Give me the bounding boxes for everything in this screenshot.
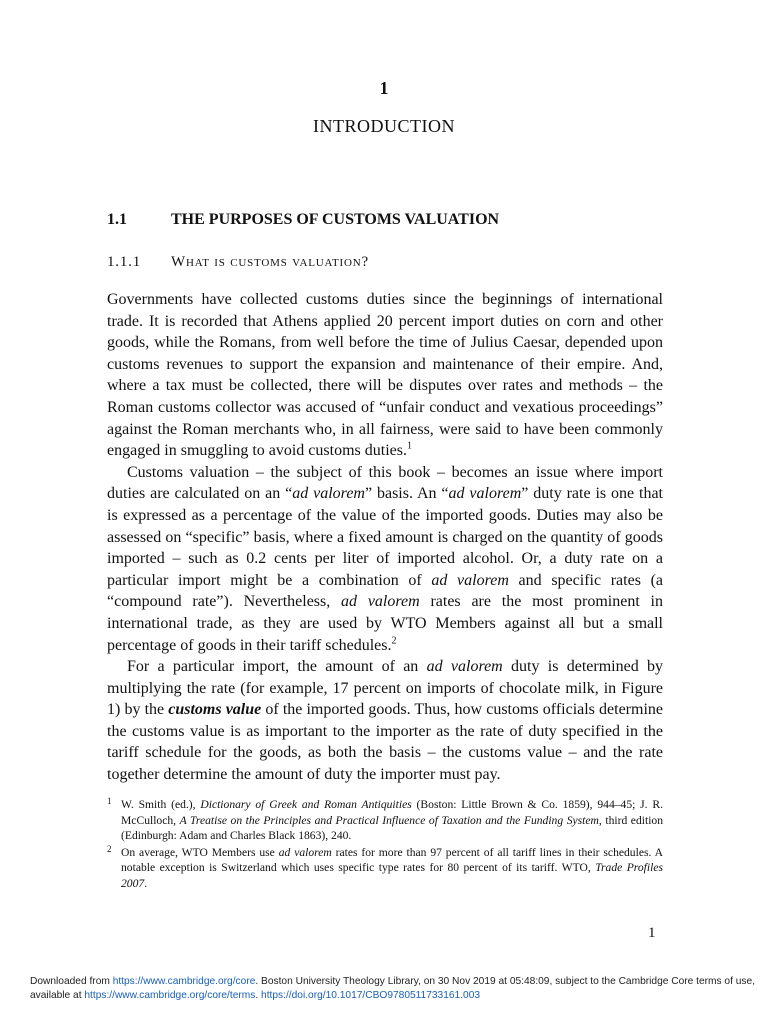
emphasis: ad valorem [431, 571, 509, 589]
text-run: W. Smith (ed.), [121, 798, 201, 811]
footnote-mark: 2 [107, 843, 112, 854]
download-notice [30, 975, 760, 1003]
citation-title: Trade Profiles 2007 [121, 861, 663, 890]
text-run: , third edition (Edinburgh: Adam and Charles Black 1863), 240. [121, 813, 664, 843]
emphasis: ad valorem [341, 593, 420, 611]
emphasis: ad valorem [426, 658, 503, 676]
text-run: . Boston University Theology Library, on 30 Nov 2019 at 05:48:09, subject to the Cambridge Core terms of use, available at [30, 976, 756, 1001]
section-title: THE PURPOSES OF CUSTOMS VALUATION [171, 211, 500, 228]
text-run: ” basis. An “ [364, 485, 449, 503]
chapter-number: 1 [379, 78, 389, 98]
paragraph-3 [107, 656, 663, 786]
text-run: . [255, 990, 262, 1001]
section-number: 1.1 [107, 211, 127, 228]
emphasis: ad valorem [292, 485, 365, 503]
footnote-ref-2[interactable]: 2 [391, 635, 397, 647]
footnote-2 [107, 845, 663, 892]
text-run: For a particular import, the amount of an [127, 658, 427, 676]
citation-title: A Treatise on the Principles and Practical Influence of Taxation and the Funding System [179, 813, 599, 827]
key-term: customs value [168, 701, 262, 719]
footnotes [107, 797, 663, 893]
text-run: Customs valuation – the subject of this book – becomes an issue where import duties are calculated on an “ [107, 463, 663, 503]
subsection-heading [107, 254, 369, 271]
text-run: duty is determined by multiplying the rate (for example, 17 percent on imports of chocolate milk, in Figure 1) by the [107, 658, 664, 719]
text-run: rates are the most prominent in international trade, as they are used by WTO Members against all but a small percentage of goods in their tariff schedules. [107, 593, 663, 654]
paragraph-2 [107, 462, 663, 656]
doi-link[interactable]: https://doi.org/10.1017/CBO9780511733161.003 [261, 990, 481, 1001]
footnote-mark: 1 [107, 796, 112, 806]
page-number: 1 [648, 925, 656, 941]
subsection-number: 1.1.1 [107, 254, 141, 270]
terms-link[interactable]: https://www.cambridge.org/core/terms [84, 990, 256, 1001]
text-run: and specific rates (a “compound rate”). Nevertheless, [107, 571, 664, 611]
text-run: of the imported goods. Thus, how customs officials determine the customs value is as important to the importer as the rate of duty specified in the tariff schedule for the goods, as both the basis – the customs value – and the rate together determine the amount of duty the importer must pay. [107, 701, 664, 784]
text-run: Downloaded from [30, 976, 113, 987]
footnote-1 [107, 797, 663, 844]
text-run: On average, WTO Members use [121, 845, 279, 859]
emphasis: ad valorem [278, 845, 332, 859]
text-run: (Boston: Little Brown & Co. 1859), 944–45; J. R. McCulloch, [121, 798, 663, 827]
text-run: . [144, 876, 148, 890]
emphasis: ad valorem [448, 485, 522, 503]
subsection-title: What is customs valuation? [171, 254, 369, 270]
paragraph-1 [107, 289, 663, 462]
chapter-title: INTRODUCTION [313, 116, 455, 136]
cambridge-core-link[interactable]: https://www.cambridge.org/core [112, 976, 256, 987]
paragraph-1-text: Governments have collected customs duties since the beginnings of international trade. It is recorded that Athens applied 20 percent import duties on corn and other goods, while the Romans, from well before the time of Julius Caesar, depended upon customs revenues to support the expansion and maintenance of their empire. And, where a tax must be collected, there will be disputes over rates and methods – the Roman customs collector was accused of “unfair conduct and vexatious proceedings” against the Roman merchants who, in all fairness, were said to have been commonly engaged in smuggling to avoid customs duties. [107, 291, 663, 460]
section-heading [107, 211, 499, 229]
body-text [107, 289, 663, 786]
text-run: rates for more than 97 percent of all tariff lines in their schedules. A notable exception is Switzerland which uses specific type rates for 80 percent of its tariff. WTO, [121, 845, 663, 875]
text-run: ” duty rate is one that is expressed as a percentage of the value of the imported goods. Duties may also be assessed on “specific” basis, where a fixed amount is charged on the quantity of goods imported – such as 0.2 cents per liter of imported alcohol. Or, a duty rate on a particular import might be a combination of [107, 485, 664, 589]
footnote-ref-1[interactable]: 1 [406, 440, 412, 452]
citation-title: Dictionary of Greek and Roman Antiquities [200, 798, 412, 811]
